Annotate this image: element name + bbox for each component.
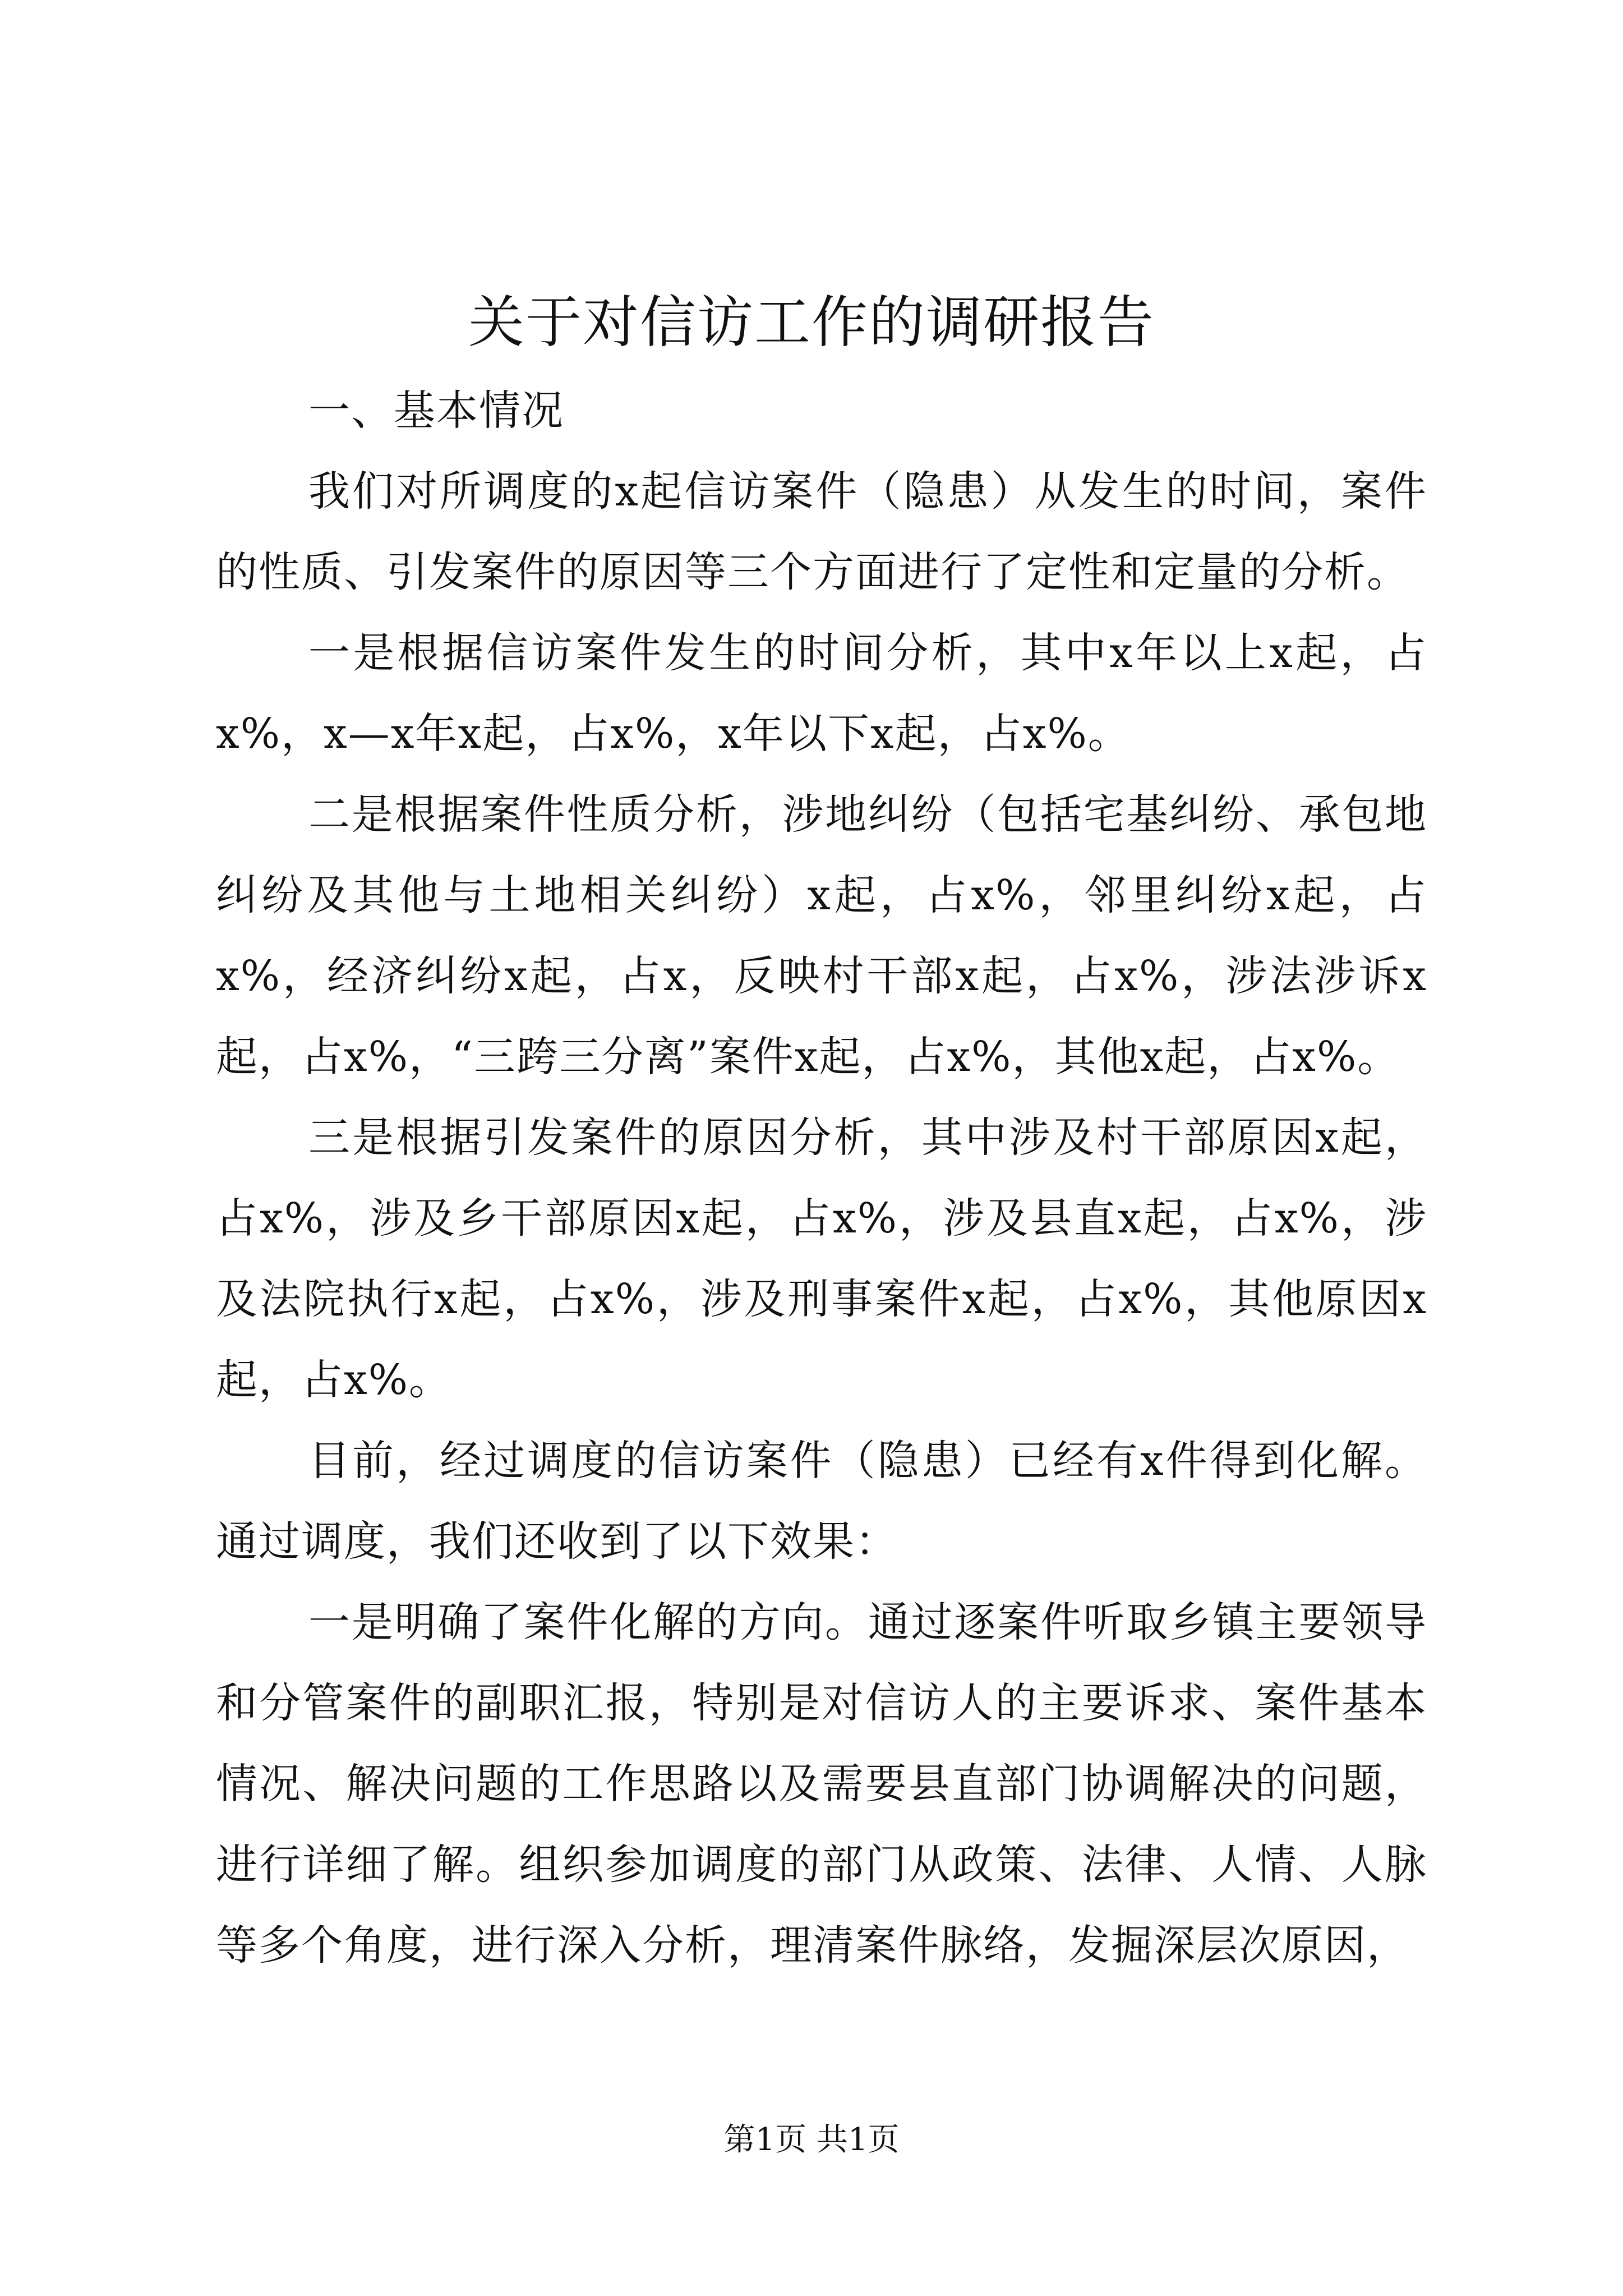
document-title: 关于对信访工作的调研报告	[468, 289, 1155, 355]
paragraph: 我们对所调度的x起信访案件（隐患）从发生的时间，案件的性质、引发案件的原因等三个方面进行了定性和定量的分析。	[216, 467, 1427, 596]
paragraph: 一是根据信访案件发生的时间分析，其中x年以上x起，占x%，x—x年x起，占x%，x年以下x起，占x%。	[216, 629, 1427, 758]
paragraph: 目前，经过调度的信访案件（隐患）已经有x件得到化解。通过调度，我们还收到了以下效果：	[216, 1437, 1427, 1566]
document-body	[216, 370, 1427, 1986]
page-number-footer: 第1页 共1页	[723, 2122, 900, 2158]
paragraph: 一是明确了案件化解的方向。通过逐案件听取乡镇主要领导和分管案件的副职汇报，特别是对信访人的主要诉求、案件基本情况、解决问题的工作思路以及需要县直部门协调解决的问题，进行详细了解。组织参加调度的部门从政策、法律、人情、人脉等多个角度，进行深入分析，理清案件脉络，发掘深层次原因，	[216, 1598, 1427, 1970]
paragraph: 二是根据案件性质分析，涉地纠纷（包括宅基纠纷、承包地纠纷及其他与土地相关纠纷）x起，占x%，邻里纠纷x起，占x%，经济纠纷x起，占x，反映村干部x起，占x%，涉法涉诉x起，占x%，“三跨三分离”案件x起，占x%，其他x起，占x%。	[216, 790, 1427, 1081]
paragraph: 三是根据引发案件的原因分析，其中涉及村干部原因x起，占x%，涉及乡干部原因x起，占x%，涉及县直x起，占x%，涉及法院执行x起，占x%，涉及刑事案件x起，占x%，其他原因x起，占x%。	[216, 1114, 1427, 1404]
section-heading: 一、基本情况	[308, 386, 564, 435]
